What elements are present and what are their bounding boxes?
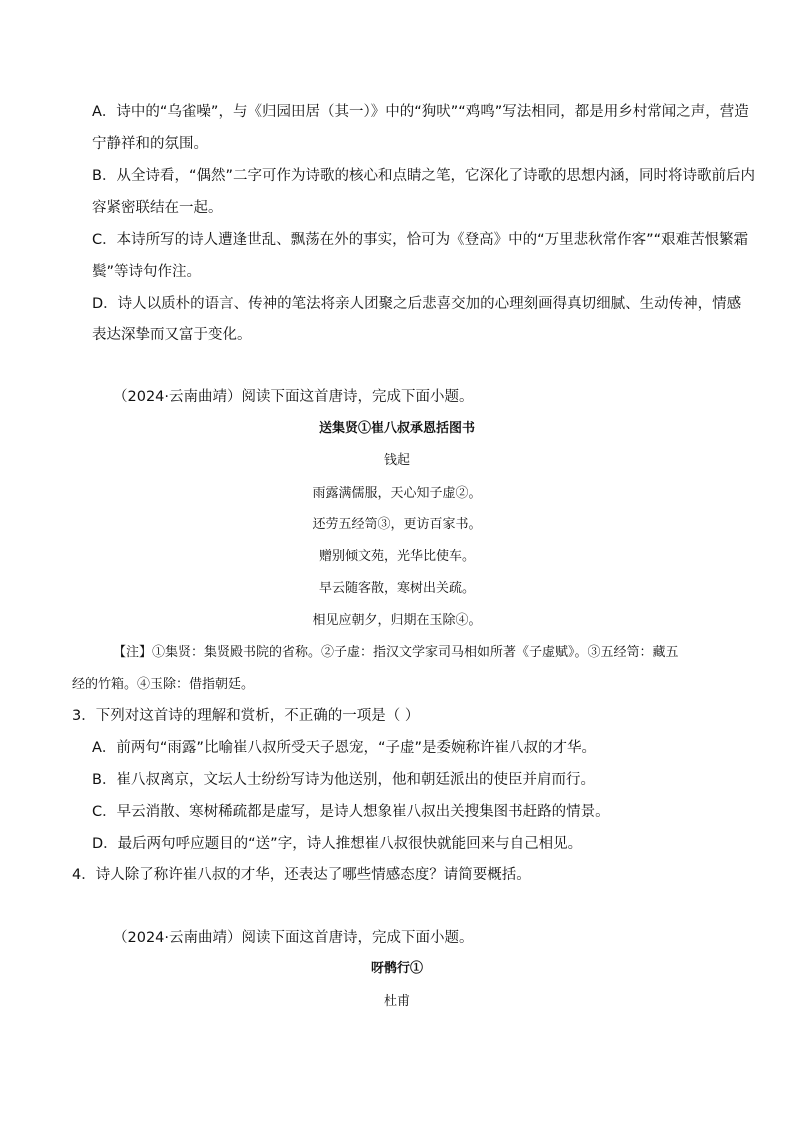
poem2-poet: 杜甫 [383,994,410,1009]
poem1-poet: 钱起 [383,453,410,468]
poem1-line-2: 还劳五经笥③，更访百家书。 [312,517,482,532]
q3-option-c: C．早云消散、寒树稀疏都是虚写，是诗人想象崔八叔出关搜集图书赶路的情景。 [92,804,610,820]
q4-stem: 4．诗人除了称许崔八叔的才华，还表达了哪些情感态度？请简要概括。 [72,867,531,883]
section2-intro: （2024·云南曲靖）阅读下面这首唐诗，完成下面小题。 [113,930,474,946]
poem1-line-4: 早云随客散，寒树出关疏。 [318,581,475,596]
section1-intro: （2024·云南曲靖）阅读下面这首唐诗，完成下面小题。 [113,389,474,405]
q3-option-a: A．前两句“雨露”比喻崔八叔所受天子恩宠，“子虚”是委婉称许崔八叔的才华。 [92,740,596,756]
option-a-line1: A．诗中的“乌雀噪”，与《归园田居（其一）》中的“狗吠”“鸡鸣”写法相同，都是用乡村常闻之声，营造 [92,104,749,120]
poem1-note-line2: 经的竹箱。④玉除：借指朝廷。 [72,677,255,692]
option-c-line2: 鬓”等诗句作注。 [92,264,202,280]
poem1-title: 送集贤①崔八叔承恩括图书 [318,421,475,436]
option-b-line1: B．从全诗看，“偶然”二字可作为诗歌的核心和点睛之笔，它深化了诗歌的思想内涵，同时将诗歌前后内 [92,168,755,184]
poem1-note-line1: 【注】①集贤：集贤殿书院的省称。②子虚：指汉文学家司马相如所著《子虚赋》。③五经笥：藏五 [113,645,679,660]
poem1-line-1: 雨露满儒服，天心知子虚②。 [312,486,482,501]
option-a-line2: 宁静祥和的氛围。 [92,136,208,152]
option-d-line1: D．诗人以质朴的语言、传神的笔法将亲人团聚之后悲喜交加的心理刻画得真切细腻、生动传神，情感 [92,296,742,312]
option-b-line2: 容紧密联结在一起。 [92,200,223,216]
q3-option-d: D．最后两句呼应题目的“送”字，诗人推想崔八叔很快就能回来与自己相见。 [92,836,583,852]
poem1-line-5: 相见应朝夕，归期在玉除④。 [312,613,482,628]
poem1-line-3: 赠别倾文苑，光华比使车。 [318,549,475,564]
option-c-line1: C．本诗所写的诗人遭逢世乱、飘荡在外的事实，恰可为《登高》中的“万里悲秋常作客”“艰难苦恨繁霜 [92,232,749,248]
q3-option-b: B．崔八叔离京，文坛人士纷纷写诗为他送别，他和朝廷派出的使臣并肩而行。 [92,772,595,788]
option-d-line2: 表达深挚而又富于变化。 [92,327,252,343]
poem2-title: 呀鹘行① [370,961,423,976]
q3-stem: 3．下列对这首诗的理解和赏析，不正确的一项是（ ） [72,708,420,724]
